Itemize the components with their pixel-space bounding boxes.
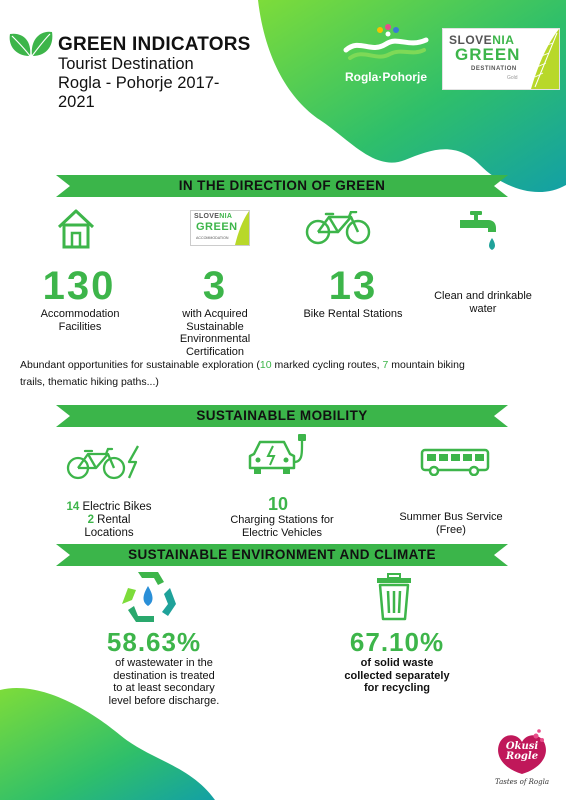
acc-badge-slovenia bbox=[194, 213, 232, 220]
accommodation-label bbox=[18, 308, 142, 333]
leaf-logo-icon bbox=[8, 28, 54, 58]
wastewater-label-line: of wastewater in the bbox=[115, 657, 213, 669]
ribbon-sustainable-mobility bbox=[56, 405, 508, 427]
okusi-line: Okusi bbox=[505, 741, 539, 752]
ribbon-title: IN THE DIRECTION OF GREEN bbox=[178, 178, 386, 193]
accommodation-label-line: Accommodation bbox=[40, 308, 120, 320]
bike-stations-count: 13 bbox=[328, 264, 378, 308]
title-heading: GREEN INDICATORS bbox=[58, 34, 251, 55]
acc-badge-sub: ACCOMMODATION bbox=[196, 236, 229, 240]
accommodation-label-line: Facilities bbox=[58, 320, 102, 333]
bus-icon bbox=[420, 448, 490, 476]
badge-leaf-icon bbox=[527, 29, 559, 89]
title-line: Tourist Destination bbox=[58, 55, 194, 73]
bicycle-icon bbox=[305, 211, 371, 245]
badge-nia: NIA bbox=[492, 33, 515, 47]
electric-car-icon bbox=[248, 432, 308, 478]
waste-label-line: for recycling bbox=[363, 682, 431, 694]
ebikes-label bbox=[44, 501, 174, 540]
exploration-line bbox=[20, 357, 550, 374]
trash-bin-icon bbox=[374, 572, 414, 622]
badge-green-text: GREEN bbox=[455, 45, 521, 64]
acc-badge-leaf-icon bbox=[233, 211, 249, 245]
wastewater-percentage: 58.63% bbox=[106, 627, 202, 657]
faucet-icon bbox=[458, 210, 500, 254]
title-line: 2021 bbox=[58, 93, 95, 111]
ebikes-line: Locations bbox=[84, 527, 134, 539]
okusi-logo-text bbox=[492, 742, 552, 762]
rogla-logo-icon bbox=[340, 20, 432, 70]
wastewater-label-line: destination is treated bbox=[113, 669, 215, 682]
title-line: Rogla - Pohorje 2017- bbox=[58, 74, 220, 92]
water-recycle-icon bbox=[118, 566, 178, 626]
exploration-part: marked cycling routes, bbox=[271, 359, 383, 371]
ribbon-direction-green bbox=[56, 175, 508, 197]
ebikes-text: Electric Bikes bbox=[79, 501, 152, 513]
accommodation-count: 130 bbox=[42, 264, 116, 308]
rogla-logo-text: Rogla·Pohorje bbox=[344, 70, 427, 84]
badge-slove: SLOVE bbox=[449, 33, 493, 47]
certification-label bbox=[160, 308, 270, 358]
ebikes-count: 14 bbox=[66, 501, 80, 513]
wastewater-label-line: level before discharge. bbox=[108, 694, 220, 707]
solid-waste-percentage: 67.10% bbox=[349, 627, 445, 657]
bike-stations-label: Bike Rental Stations bbox=[303, 308, 403, 320]
acc-badge-green: GREEN bbox=[196, 221, 238, 233]
exploration-part: Abundant opportunities for sustainable exploration ( bbox=[20, 359, 260, 371]
page-title bbox=[58, 35, 288, 112]
ebike-locations-count: 2 bbox=[87, 514, 94, 526]
certification-label-line: with Acquired bbox=[182, 308, 248, 320]
charging-label-line: Electric Vehicles bbox=[241, 526, 323, 539]
waste-label-line: of solid waste bbox=[360, 657, 434, 669]
acc-badge-slove: SLOVE bbox=[194, 213, 220, 220]
exploration-line: trails, thematic hiking paths...) bbox=[20, 376, 159, 388]
waste-label-line: collected separately bbox=[344, 669, 450, 682]
water-label-line: Clean and drinkable bbox=[434, 290, 532, 302]
bus-label bbox=[386, 511, 516, 536]
electric-bike-icon bbox=[66, 444, 146, 482]
bus-label-line: Summer Bus Service bbox=[399, 511, 503, 523]
ebikes-text: Rental bbox=[93, 514, 131, 526]
badge-destination-text: DESTINATION bbox=[471, 66, 517, 72]
water-label bbox=[420, 290, 546, 315]
ebikes-line bbox=[44, 514, 174, 527]
charging-label-line: Charging Stations for bbox=[230, 514, 334, 526]
ribbon-environment-climate bbox=[56, 544, 508, 566]
okusi-line: Rogle bbox=[505, 751, 539, 762]
slovenia-green-destination-badge bbox=[442, 28, 560, 90]
okusi-tagline: Tastes of Rogla bbox=[494, 778, 550, 786]
certification-label-line: Sustainable bbox=[186, 320, 244, 333]
badge-gold-text: Gold bbox=[507, 75, 518, 81]
slovenia-green-accommodation-badge bbox=[190, 210, 250, 246]
exploration-text bbox=[20, 357, 550, 391]
solid-waste-label bbox=[326, 657, 468, 695]
certification-label-line: Certification bbox=[185, 345, 245, 358]
house-icon bbox=[56, 207, 96, 249]
ebikes-line bbox=[44, 501, 174, 514]
charging-stations-count: 10 bbox=[267, 494, 289, 514]
bus-label-line: (Free) bbox=[436, 523, 466, 536]
certification-count: 3 bbox=[202, 264, 228, 308]
wastewater-label bbox=[96, 657, 232, 707]
ribbon-title: SUSTAINABLE ENVIRONMENT AND CLIMATE bbox=[128, 547, 436, 562]
exploration-part: mountain biking bbox=[388, 359, 465, 371]
water-label-line: water bbox=[469, 302, 497, 315]
charging-stations-label bbox=[212, 514, 352, 539]
rogla-pohorje-logo bbox=[340, 20, 432, 90]
mtb-trails-count: 7 bbox=[382, 359, 389, 371]
cycling-routes-count: 10 bbox=[259, 359, 272, 371]
ribbon-title: SUSTAINABLE MOBILITY bbox=[196, 408, 368, 423]
wastewater-label-line: to at least secondary bbox=[113, 682, 215, 694]
acc-badge-nia: NIA bbox=[219, 213, 233, 220]
okusi-rogle-logo bbox=[492, 728, 552, 794]
certification-label-line: Environmental bbox=[179, 333, 251, 345]
